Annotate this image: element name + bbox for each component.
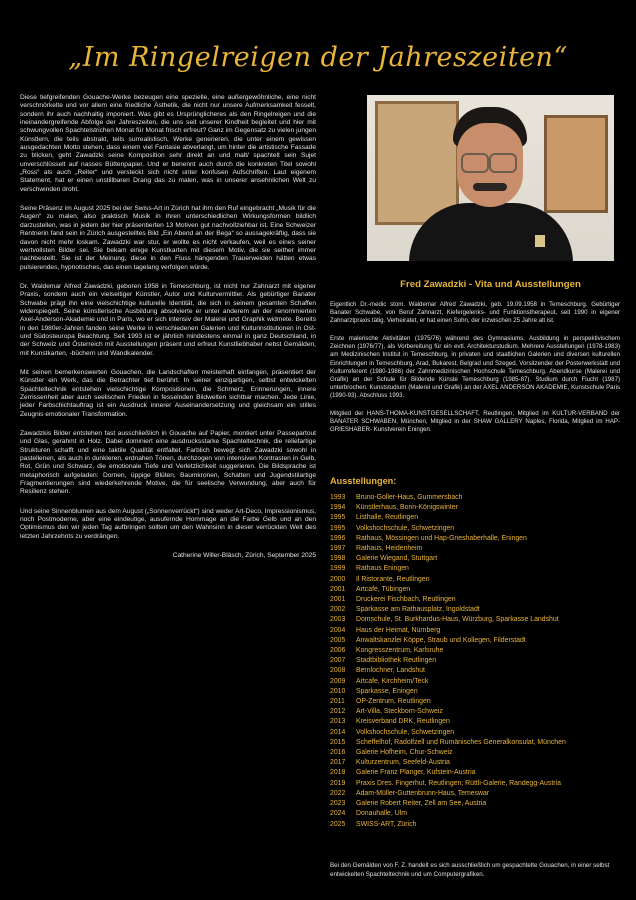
exhibition-item	[330, 503, 620, 513]
portrait-caption: Fred Zawadzki - Vita und Ausstellungen	[400, 279, 581, 290]
exhibition-item	[330, 615, 620, 625]
exhibition-year: 1995	[330, 514, 346, 522]
exhibition-place: Galerie Wiegand, Stuttgart	[356, 555, 438, 563]
exhibition-year: 2019	[330, 779, 346, 787]
exhibition-item	[330, 666, 620, 676]
exhibition-item	[330, 646, 620, 656]
exhibition-place: Kulturzentrum, Seefeld-Austria	[356, 759, 450, 767]
exhibition-year: 1997	[330, 545, 346, 553]
exhibition-item	[330, 554, 620, 564]
exhibition-place: Anwaltskanzlei Köppe, Straub und Kollegen, Filderstadt	[356, 636, 526, 644]
exhibition-year: 2009	[330, 677, 346, 685]
exhibition-year: 2017	[330, 759, 346, 767]
exhibition-place: Stadtbibliothek Reutlingen	[356, 657, 437, 665]
essay-paragraph: Mit seinen bemerkenswerten Gouachen, die Landschaften meisterhaft einfangen, präsentiert der Künstler ein Werk, das die Betrachter tief berührt. In seiner einzigartigen, selbst entwickelten Spachteltechnik entstehen vielschichtige Kompositionen, die Schmerz, Erinnerungen, innere Zerrissenheit aber auch seelischen Frieden in fesselnden Bildwelten sichtbar machen. Jede Linie, jeder Farbschichtauftrag ist ein Ausdruck innerer Auseinandersetzung und gleichsam ein stilles Zeugnis emotionaler Transformation.	[20, 368, 316, 418]
exhibitions-heading: Ausstellungen:	[330, 476, 397, 486]
vita-paragraph: Mitglied der HANS-THOMA-KUNSTGESELLSCHAFT, Reutlingen, Mitglied im KULTUR-VERBAND der BANATER SCHWABEN, München, Mitglied in der SHAW GALLERY Naples, Florida, Mitglied im HAP-GRIESHABER- Kunstverein Eningen.	[330, 410, 620, 434]
exhibition-year: 2011	[330, 698, 345, 706]
exhibition-place: Galerie Hofheim, Chur-Schweiz	[356, 749, 453, 757]
exhibition-item	[330, 595, 620, 605]
exhibition-place: Artcafe, Kirchheim/Teck	[356, 677, 429, 685]
exhibition-place: Adam-Müller-Guttenbrunn-Haus, Temeswar	[356, 789, 490, 797]
exhibition-item	[330, 789, 620, 799]
exhibition-place: OP-Zentrum, Reutlingen	[356, 698, 431, 706]
exhibition-item	[330, 656, 620, 666]
exhibition-place: Sparkasse, Eningen	[356, 687, 418, 695]
exhibition-item	[330, 799, 620, 809]
exhibition-item	[330, 779, 620, 789]
exhibition-place: Rathaus, Heidenheim	[356, 545, 423, 553]
page-title: „Im Ringelreigen der Jahreszeiten“	[68, 42, 568, 73]
exhibition-year: 2006	[330, 647, 346, 655]
exhibition-year: 2013	[330, 718, 346, 726]
exhibition-item	[330, 493, 620, 503]
exhibition-item	[330, 820, 620, 830]
exhibition-place: Sparkasse am Rathausplatz, Ingoldstadt	[356, 606, 480, 614]
exhibition-place: Kongresszentrum, Karlsruhe	[356, 647, 444, 655]
exhibition-item	[330, 707, 620, 717]
exhibition-item	[330, 524, 620, 534]
exhibition-place: Rathaus, Mössingen und Hap-Grieshaberhalle, Eningen	[356, 534, 527, 542]
vita-paragraph: Eigentlich Dr.-medic stom. Waldemar Alfred Zawadzki, geb. 19.09.1958 in Temeschburg. Gebürtiger Banater Schwabe, von Beruf Zahnarzt, Kiefergelenks- und Funktionstherapeut, seit 1990 in eigener Zahnarztpraxis tätig. Verheiratet, er hat einen Sohn, der inzwischen 25 Jahre alt ist.	[330, 301, 620, 325]
exhibition-item	[330, 768, 620, 778]
exhibition-year: 1999	[330, 565, 346, 573]
exhibition-year: 2018	[330, 769, 346, 777]
exhibition-item	[330, 697, 620, 707]
glasses-lens	[489, 153, 517, 173]
exhibition-place: Kreisverband DRK, Reutlingen	[356, 718, 450, 726]
exhibition-place: Rathaus Eningen	[356, 565, 409, 573]
exhibition-year: 2008	[330, 667, 346, 675]
exhibition-place: Bruno-Goller-Haus, Gummersbach	[356, 494, 463, 501]
exhibition-year: 2016	[330, 749, 346, 757]
exhibition-item	[330, 728, 620, 738]
exhibition-item	[330, 544, 620, 554]
lapel-pin	[535, 235, 545, 247]
exhibition-year: 2012	[330, 708, 346, 716]
exhibition-year: 2024	[330, 810, 346, 818]
portrait-photo	[367, 95, 614, 261]
essay-paragraph: Diese tiefgreifenden Gouache-Werke bezeugen eine spezielle, eine außergewöhnliche, eine nicht verschnörkelte und vor allem eine friedliche Ästhetik, die nicht nur unsere Aufmerksamkeit fesselt, sondern ihr auch nachhaltig imponiert. Was gibt es Ursprünglicheres als den Ringelreigen und die ineinandergreifende Abfolge der Jahreszeiten, die uns seit unserer Kindheit begleitet und hier mit schwungvollen Spachtelstrichen Monat für Monat frisch erfreut? Ganz im Gegensatz zu vielen jungen Künstlern, die teils abstrakt, teils surrealistisch, Werke generieren, die unter einem gewissen ausgedachten Motto stehen, dass einem viel Fantasie abverlangt, um hinter die artistische Fassade zu blicken, geht Zawadzki seine Komposition sehr direkt an und malt/ spachtelt sein Sujet unverschlüsselt auf nasses Büttenpapier. Und er benennt auch durch die konkreten Titel sowohl „Ross“ als auch „Reiter“ und versteckt sich nicht unter konfusen Aufschriften. Laut eigenem Statement, hat er einen unstillbaren Drang das zu malen, was in unserer ansehnlichen Welt zu verschwinden droht.	[20, 94, 316, 193]
exhibition-place: Donauhalle, Ulm	[356, 810, 407, 818]
exhibition-year: 2001	[330, 585, 346, 593]
exhibition-year: 2001	[330, 596, 346, 604]
exhibition-year: 1995	[330, 524, 346, 532]
exhibition-place: SWISS-ART, Zürich	[356, 820, 417, 828]
exhibition-item	[330, 534, 620, 544]
exhibition-place: Artcafe, Tübingen	[356, 585, 411, 593]
exhibition-item	[330, 636, 620, 646]
essay-signature: Catherine Willer-Bläsch, Zürich, September 2025	[172, 552, 316, 560]
glasses-lens	[461, 153, 489, 173]
exhibition-place: Art-Villa, Steckborn-Schweiz	[356, 708, 443, 716]
exhibition-year: 2025	[330, 820, 346, 828]
essay-paragraph: Und seine Sinnenblumen aus dem August („Sonnenverrückt“) sind weder Art-Deco, Impressionismus, noch Postmoderne, aber eine eindeutige, ausufernde Hommage an die Farbe Gelb und an den Optimismus den wir jeden Tag aufbringen sollten um den Wahnsinn in dieser verrückten Welt des letzten Jahrzehnts zu verdrängen.	[20, 507, 316, 540]
exhibition-place: Bernlochner, Landshut	[356, 667, 425, 675]
exhibition-item	[330, 809, 620, 819]
exhibition-item	[330, 717, 620, 727]
exhibition-item	[330, 585, 620, 595]
exhibition-item	[330, 748, 620, 758]
portrait-moustache	[473, 183, 507, 191]
essay-paragraph: Seine Präsenz im August 2025 bei der Swiss-Art in Zürich hat ihm den Ruf eingebracht „Musik für die Augen“ zu malen, also praktisch Musik in ihren unterschiedlichen Wirkungsformen bildlich darzustellen, was in jedem der hier präsentierten 13 Motiven gut nachvollziehbar ist. Eine Schweizer Rentnerin fand sein in Zürich ausgestelltes Bild „Ein Abend an der Bega“ so aussagekräftig, dass sie davon nicht mehr loskam. Zawadzki war stur, er wollte es nicht verkaufen, weil es eines seiner wertvollsten Bilder sei. Sie bekam einige Kunstkarten mit diesem Motiv, die sie seither immer nachbestellt. Sie ist der Meinung, diese in den Fluss hängenden Trauerweiden hätten etwas pulsierendes, hypnotisches, das einen tagelang verfolgen würde.	[20, 205, 316, 271]
exhibition-year: 2023	[330, 800, 346, 808]
exhibition-place: Scheffelhof, Radolfzell und Rumänisches Generalkonsulat, München	[356, 738, 566, 746]
exhibition-place: Druckerei Fischbach, Reutlingen	[356, 596, 456, 604]
exhibition-item	[330, 677, 620, 687]
essay-paragraph: Dr. Waldemar Alfred Zawadzki, geboren 1958 in Temeschburg, ist nicht nur Zahnarzt mit eigener Praxis, sondern auch ein vielseitiger Künstler, Autor und Kulturvermittler. Als gebürtiger Banater Schwabe prägt ihn eine vielschichtige kulturelle Identität, die sich in seinem gesamten Schaffen widerspiegelt. Seine künstlerische Ausbildung absolvierte er unter anderem an der renommierten Axel-Anderson-Akademie und in Paris, wo er sich intensiv der Malerei und Graphik widmete. Bereits in den 1980er-Jahren fanden seine Werke in verschiedenen Galerien und Kulturinstitutionen in Ost- und Südosteuropa Beachtung. Seit 1993 ist er jährlich mindestens einmal in ganz Deutschland, in der Schweiz und Österreich mit Ausstellungen präsent und erfreut Kunstliebhaber nebst Gemälden, mit Kunstkarten, -büchern und Wandkalender.	[20, 282, 316, 357]
exhibition-year: 2004	[330, 626, 346, 634]
exhibition-item	[330, 605, 620, 615]
exhibition-year: 2015	[330, 738, 346, 746]
exhibition-year: 2022	[330, 789, 346, 797]
vita-paragraph: Erste malerische Aktivitäten (1975/76) während des Gymnasiums. Ausbildung in perspektivischem Zeichnen (1976/77), als Vorbereitung für ein evtl. Architekturstudium. Mehrere Ausstellungen (1978-1983) am Medizinischen Institut in Temeschburg, in privaten und staatlichen Galerien und diversen kulturellen Einrichtungen in Temeschburg, Arad, Bukarest, Belgrad und Szeged. Vorsitzender der Posterwerkstatt und Kulturreferent (1980-1986) der Zahnmedizinischen Hochschule Temeschburg. Abendkurse (Malerei und Grafik) an der Schule für Bildende Künste Temeschburg (1985-87). Studium durch Flucht (1987) unterbrochen. Kunststudium (Malerei und Grafik) an der AXEL ANDERSON AKADEMIE, Kunstschule Paris (1990-93). Abschluss 1993.	[330, 335, 620, 399]
exhibition-year: 1996	[330, 534, 346, 542]
exhibition-year: 2002	[330, 606, 346, 614]
essay	[20, 94, 316, 572]
exhibition-item	[330, 758, 620, 768]
background-painting	[544, 115, 608, 213]
exhibition-item	[330, 575, 620, 585]
exhibition-year: 1993	[330, 494, 346, 501]
exhibition-year: 2003	[330, 616, 346, 624]
exhibition-year: 2005	[330, 636, 346, 644]
exhibition-year: 2014	[330, 728, 346, 736]
exhibition-year: 2010	[330, 687, 346, 695]
exhibition-place: Künstlerhaus, Bonn-Königswinter	[356, 504, 458, 512]
exhibition-place: Galerie Franz Planger, Kufstein-Austria	[356, 769, 476, 777]
exhibition-place: Listhalle, Reutlingen	[356, 514, 419, 522]
essay-paragraph: Zawadzkis Bilder entstehen fast ausschließlich in Gouache auf Papier, montiert unter Passepartout und Glas, gerahmt in Holz. Dabei dominiert eine ausdrucksstarke Spachteltechnik, die reliefartige Strukturen schafft und eine taktile Qualität entfaltet. Farblich bewegt sich Zawadzki sowohl in pastellenen, als auch in dunkleren, erdnahen Tönen, durchzogen von intensiven Kontrasten in Gelb, Rot, Grün und Schwarz, die emotionale Tiefe und Verletzlichkeit suggerieren. Die Bildsprache ist metaphorisch aufgeladen: Dornen, üppige Blüten, Baumkronen, Schatten und Jugendstilartige Fragmentierungen sind wiederkehrende Motive, die für seelische Verwundung, aber auch für Resilienz stehen.	[20, 430, 316, 496]
exhibition-year: 1998	[330, 555, 346, 563]
exhibitions-list	[330, 493, 620, 830]
exhibition-year: 1994	[330, 504, 346, 512]
footnote: Bei den Gemälden von F. Z. handelt es sich ausschließlich um gespachtelte Gouachen, in einer selbst entwickelten Spachteltechnik und um Computergrafiken.	[330, 862, 610, 878]
exhibition-place: Domschule, St. Burkhardus-Haus, Würzburg, Sparkasse Landshut	[356, 616, 559, 624]
exhibition-place: Il Ristorante, Reutlingen	[356, 575, 430, 583]
exhibition-place: Galerie Robert Reiter, Zell am See, Austria	[356, 800, 487, 808]
exhibition-item	[330, 564, 620, 574]
vita	[330, 301, 620, 444]
exhibition-item	[330, 687, 620, 697]
exhibition-place: Praxis Dres. Fingerhut, Reutlingen; Rüttli-Galerie, Randegg-Austria	[356, 779, 561, 787]
exhibition-year: 2007	[330, 657, 346, 665]
exhibition-place: Volkshochschule, Schwetzingen	[356, 524, 455, 532]
exhibition-item	[330, 738, 620, 748]
exhibition-item	[330, 513, 620, 523]
exhibition-year: 2000	[330, 575, 346, 583]
exhibition-item	[330, 626, 620, 636]
exhibition-place: Haus der Heimat, Nürnberg	[356, 626, 441, 634]
exhibition-place: Volkshochschule, Schwetzingen	[356, 728, 455, 736]
